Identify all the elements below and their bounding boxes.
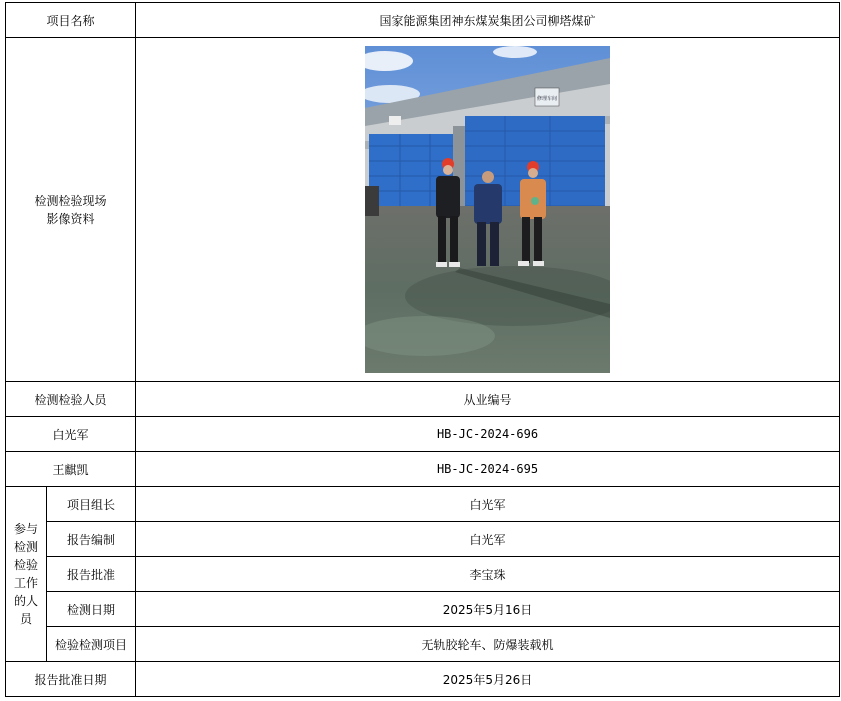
inspector-cert: HB-JC-2024-695	[136, 452, 840, 487]
participants-label: 参与 检测 检验 工作 的人 员	[6, 487, 47, 662]
inspector-name: 王麒凯	[6, 452, 136, 487]
inspection-info-table	[5, 2, 840, 697]
participant-value: 白光军	[136, 522, 840, 557]
photo-label	[6, 38, 136, 382]
inspectors-label: 检测检验人员	[6, 382, 136, 417]
participant-value: 2025年5月16日	[136, 592, 840, 627]
project-name-row	[6, 3, 840, 38]
photo-row	[6, 38, 840, 382]
participant-row	[6, 557, 840, 592]
inspectors-header-row	[6, 382, 840, 417]
approval-date-label: 报告批准日期	[6, 662, 136, 697]
project-name-label: 项目名称	[6, 3, 136, 38]
participant-row	[6, 592, 840, 627]
approval-date-value: 2025年5月26日	[136, 662, 840, 697]
inspector-cert: HB-JC-2024-696	[136, 417, 840, 452]
inspector-name: 白光军	[6, 417, 136, 452]
photo-sign-text: 修理车间	[537, 96, 558, 102]
participant-value: 无轨胶轮车、防爆装载机	[136, 627, 840, 662]
approval-date-row	[6, 662, 840, 697]
participant-role: 报告编制	[47, 522, 136, 557]
participant-row	[6, 522, 840, 557]
participant-row	[6, 627, 840, 662]
participant-role: 项目组长	[47, 487, 136, 522]
photo-label-line1: 检测检验现场	[34, 193, 107, 208]
participant-role: 检测日期	[47, 592, 136, 627]
participant-value: 白光军	[136, 487, 840, 522]
inspector-row	[6, 417, 840, 452]
participant-role: 报告批准	[47, 557, 136, 592]
site-photo	[365, 46, 610, 373]
photo-cell	[136, 38, 840, 382]
participant-value: 李宝珠	[136, 557, 840, 592]
participant-row	[6, 487, 840, 522]
photo-label-line2: 影像资料	[46, 211, 95, 226]
inspector-row	[6, 452, 840, 487]
cert-no-header: 从业编号	[136, 382, 840, 417]
participant-role: 检验检测项目	[47, 627, 136, 662]
project-name-value: 国家能源集团神东煤炭集团公司柳塔煤矿	[136, 3, 840, 38]
